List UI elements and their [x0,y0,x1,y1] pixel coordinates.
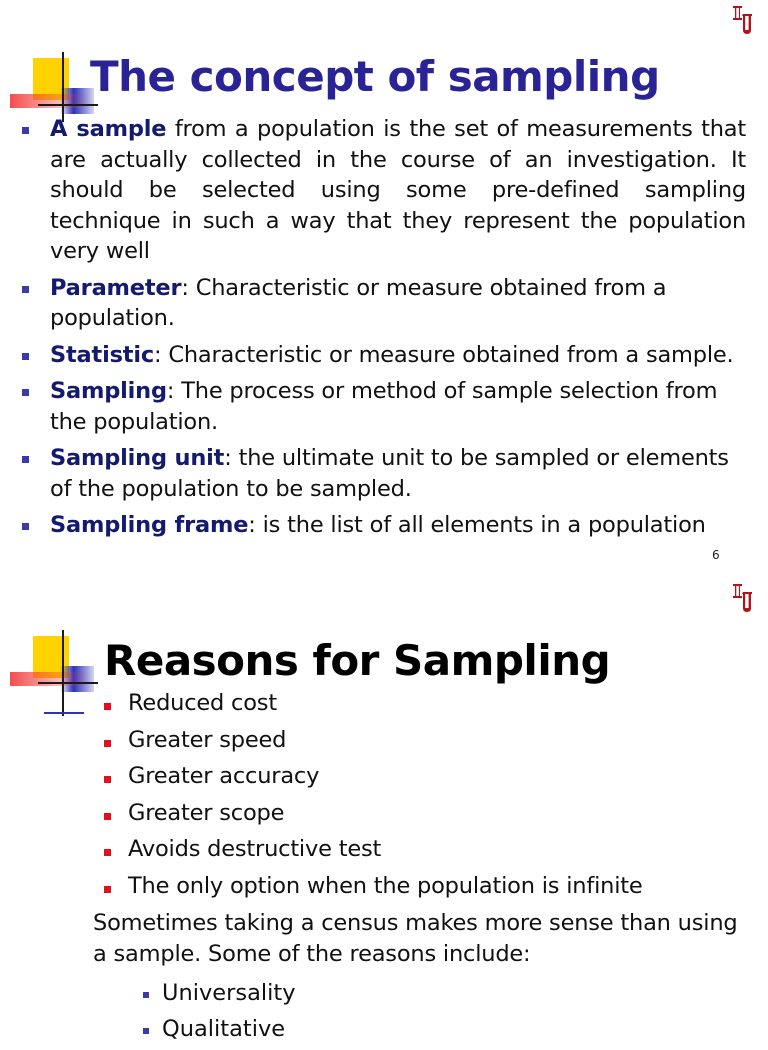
list-item [104,725,744,755]
list-item-label: Reduced cost [128,690,277,716]
term-definition: : The process or method of sample selection from the population. [50,378,718,435]
term-definition: : the ultimate unit to be sampled or elements of the population to be sampled. [50,445,729,502]
list-item-label: Greater accuracy [128,763,320,789]
list-item [18,340,746,371]
square-bullet-icon [104,813,111,820]
term-definition: : Characteristic or measure obtained from a sample. [154,341,734,368]
square-bullet-icon [104,740,111,747]
list-item [104,834,744,864]
definition-list [18,114,746,547]
slide-title: Reasons for Sampling [104,636,611,685]
square-bullet-icon [22,127,29,134]
term-label: Sampling unit [50,445,225,471]
list-item-label: Greater speed [128,726,287,753]
list-item-label: Greater scope [128,799,285,826]
page-number: 6 [712,548,720,562]
square-bullet-icon [22,286,29,293]
list-item [18,443,746,504]
list-item-label: Avoids destructive test [128,836,382,862]
square-bullet-icon [22,523,29,530]
term-definition: from a population is the set of measurements that are actually collected in the course of an investigation. It should be selected using some pre-defined sampling technique in such a way that they represent the population very well [50,116,746,264]
census-paragraph: Sometimes taking a census makes more sense than using a sample. Some of the reasons include: [93,910,738,967]
square-bullet-icon [104,703,111,710]
list-item [18,510,746,541]
term-definition: : Characteristic or measure obtained from a population. [50,274,667,331]
term-definition: : is the list of all elements in a population [248,512,706,538]
list-item-label: Universality [162,980,296,1006]
term-label: Parameter [50,274,182,301]
square-bullet-icon [22,456,29,463]
list-item [104,871,744,901]
square-bullet-icon [143,1028,149,1034]
square-bullet-icon [143,992,149,998]
ou-logo-icon [730,582,756,614]
square-bullet-icon [104,776,111,783]
slide-2 [0,578,768,1042]
square-bullet-icon [104,849,111,856]
square-bullet-icon [104,886,111,893]
list-item [140,978,640,1008]
square-bullet-icon [22,353,29,360]
list-item [18,376,746,437]
term-label: Statistic [50,341,155,368]
square-bullet-icon [22,389,29,396]
list-item [18,114,746,267]
term-label: Sampling frame [50,512,249,538]
term-label: A sample [50,116,167,142]
list-item [104,761,744,791]
ou-logo-icon [730,4,756,36]
list-item-label: Qualitative [162,1016,286,1042]
list-item [140,1014,640,1044]
list-item-label: The only option when the population is infinite [128,872,643,899]
term-label: Sampling [50,378,167,404]
list-item [104,798,744,828]
census-reasons-list [140,978,640,1050]
list-item [18,273,746,334]
list-item [104,688,744,718]
reasons-list [104,688,744,907]
slide-title: The concept of sampling [90,52,660,101]
